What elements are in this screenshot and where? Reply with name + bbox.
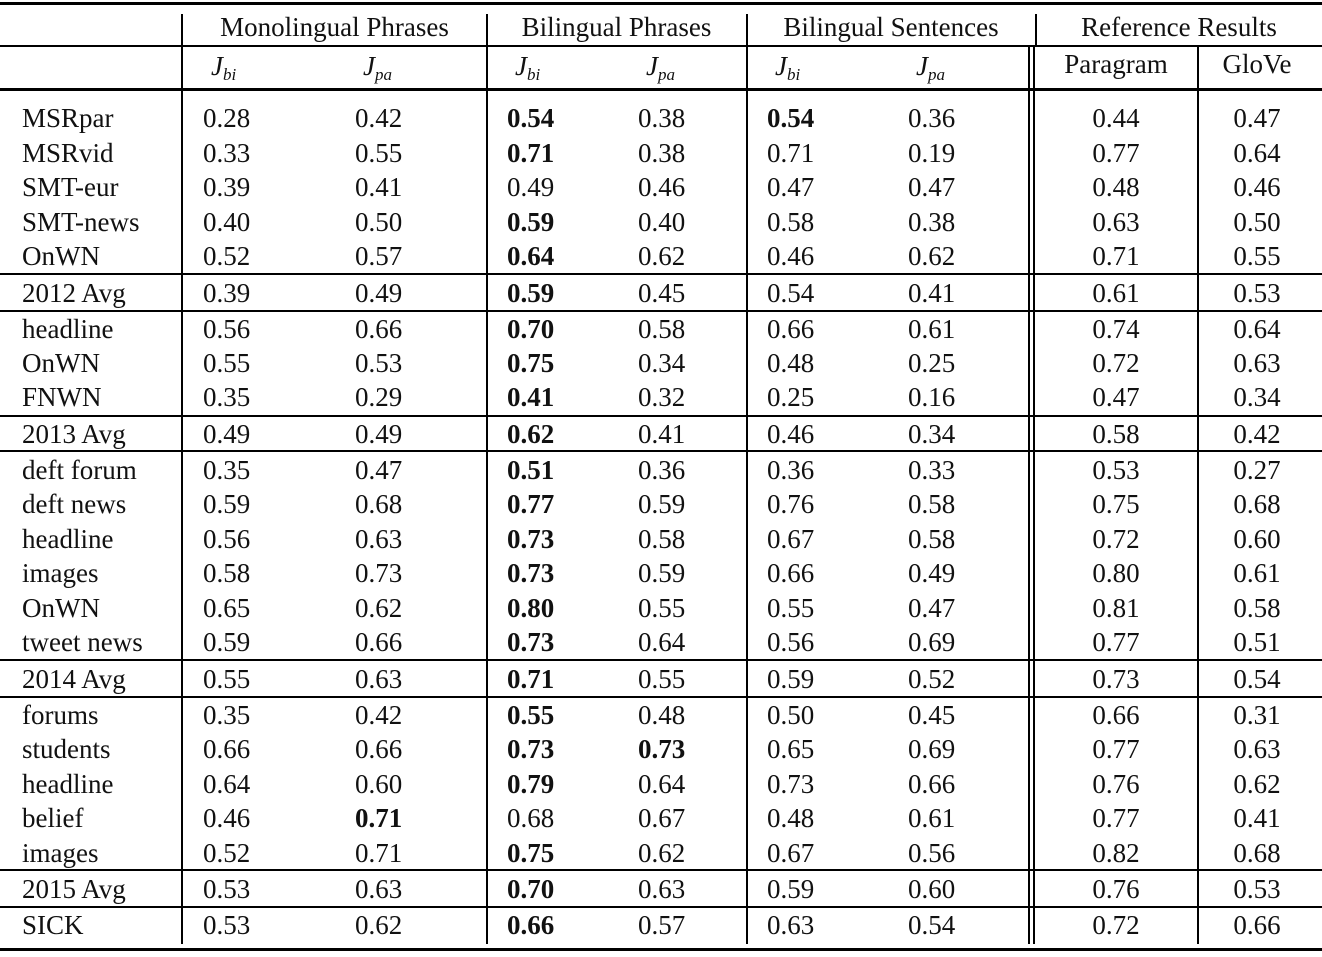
- cell-value: 0.57: [638, 910, 686, 940]
- cell-value: 0.49: [203, 419, 251, 449]
- cell-value: 0.38: [638, 138, 686, 168]
- cell-value: 0.51: [1233, 627, 1281, 657]
- cell-value: 0.64: [638, 627, 686, 657]
- cell-value: 0.63: [638, 874, 686, 904]
- cell-value: 0.77: [1092, 138, 1140, 168]
- cell-value: 0.68: [1233, 838, 1281, 868]
- cell-value: 0.53: [1233, 278, 1281, 308]
- cell-value: 0.50: [767, 700, 815, 730]
- cell-value: 0.61: [908, 314, 956, 344]
- row-label: OnWN: [22, 593, 100, 623]
- cell-value: 0.58: [203, 558, 251, 588]
- cell-value: 0.59: [767, 874, 815, 904]
- cell-value: 0.57: [355, 241, 403, 271]
- header-monolingual-phrases: Monolingual Phrases: [220, 12, 449, 42]
- cell-value: 0.40: [203, 207, 251, 237]
- row-label: 2012 Avg: [22, 278, 126, 308]
- header-rule: [0, 45, 1322, 47]
- cell-value: 0.34: [1233, 382, 1281, 412]
- subheader-subscript: pa: [657, 65, 675, 84]
- header-bilingual-sentences: Bilingual Sentences: [783, 12, 999, 42]
- cell-value: 0.58: [767, 207, 815, 237]
- cell-value: 0.38: [908, 207, 956, 237]
- cell-value: 0.52: [203, 838, 251, 868]
- cell-value: 0.66: [507, 910, 555, 940]
- cell-value: 0.66: [1233, 910, 1281, 940]
- row-label: MSRvid: [22, 138, 114, 168]
- bottom-rule: [0, 948, 1322, 951]
- cell-value: 0.45: [908, 700, 956, 730]
- cell-value: 0.25: [908, 348, 956, 378]
- cell-value: 0.55: [355, 138, 403, 168]
- cell-value: 0.41: [355, 172, 403, 202]
- cell-value: 0.33: [203, 138, 251, 168]
- row-label: students: [22, 734, 111, 764]
- cell-value: 0.46: [203, 803, 251, 833]
- row-separator: [0, 869, 1322, 871]
- cell-value: 0.34: [638, 348, 686, 378]
- cell-value: 0.72: [1092, 348, 1140, 378]
- cell-value: 0.59: [638, 558, 686, 588]
- cell-value: 0.61: [908, 803, 956, 833]
- cell-value: 0.69: [908, 734, 956, 764]
- cell-value: 0.60: [355, 769, 403, 799]
- row-separator: [0, 696, 1322, 698]
- row-label: OnWN: [22, 241, 100, 271]
- top-rule: [0, 2, 1322, 5]
- cell-value: 0.36: [908, 103, 956, 133]
- cell-value: 0.69: [908, 627, 956, 657]
- cell-value: 0.64: [638, 769, 686, 799]
- cell-value: 0.35: [203, 700, 251, 730]
- subheader-bi-4: [775, 51, 800, 90]
- cell-value: 0.66: [908, 769, 956, 799]
- cell-value: 0.73: [355, 558, 403, 588]
- cell-value: 0.38: [638, 103, 686, 133]
- cell-value: 0.63: [1233, 734, 1281, 764]
- row-separator: [0, 273, 1322, 275]
- subheader-symbol: J: [363, 51, 375, 81]
- cell-value: 0.68: [1233, 489, 1281, 519]
- cell-value: 0.70: [507, 314, 555, 344]
- cell-value: 0.19: [908, 138, 956, 168]
- cell-value: 0.63: [1092, 207, 1140, 237]
- cell-value: 0.63: [355, 664, 403, 694]
- subheader-subscript: bi: [222, 65, 237, 84]
- cell-value: 0.76: [1092, 874, 1140, 904]
- cell-value: 0.58: [1092, 419, 1140, 449]
- cell-value: 0.56: [203, 524, 251, 554]
- cell-value: 0.47: [908, 593, 956, 623]
- row-label: 2013 Avg: [22, 419, 126, 449]
- cell-value: 0.16: [908, 382, 956, 412]
- cell-value: 0.59: [638, 489, 686, 519]
- subheader-paragram: Paragram: [1064, 49, 1168, 79]
- vrule-double-b: [1033, 46, 1035, 944]
- cell-value: 0.77: [507, 489, 555, 519]
- vrule-bi-phrases: [746, 14, 748, 944]
- cell-value: 0.58: [638, 314, 686, 344]
- cell-value: 0.62: [908, 241, 956, 271]
- cell-value: 0.53: [1233, 874, 1281, 904]
- header-bilingual-phrases: Bilingual Phrases: [521, 12, 712, 42]
- cell-value: 0.70: [507, 874, 555, 904]
- cell-value: 0.54: [908, 910, 956, 940]
- cell-value: 0.65: [203, 593, 251, 623]
- cell-value: 0.62: [1233, 769, 1281, 799]
- cell-value: 0.58: [908, 524, 956, 554]
- row-label: headline: [22, 524, 114, 554]
- cell-value: 0.32: [638, 382, 686, 412]
- cell-value: 0.48: [767, 803, 815, 833]
- cell-value: 0.50: [355, 207, 403, 237]
- header-reference-results: Reference Results: [1081, 12, 1277, 42]
- cell-value: 0.64: [203, 769, 251, 799]
- cell-value: 0.58: [638, 524, 686, 554]
- cell-value: 0.41: [908, 278, 956, 308]
- cell-value: 0.73: [507, 627, 555, 657]
- cell-value: 0.63: [1233, 348, 1281, 378]
- cell-value: 0.59: [507, 278, 555, 308]
- subheader-glove: GloVe: [1222, 49, 1292, 79]
- cell-value: 0.66: [203, 734, 251, 764]
- cell-value: 0.74: [1092, 314, 1140, 344]
- row-label: headline: [22, 314, 114, 344]
- cell-value: 0.45: [638, 278, 686, 308]
- cell-value: 0.81: [1092, 593, 1140, 623]
- row-label: deft news: [22, 489, 127, 519]
- cell-value: 0.60: [1233, 524, 1281, 554]
- subheader-subscript: bi: [526, 65, 541, 84]
- row-label: images: [22, 838, 99, 868]
- cell-value: 0.62: [355, 910, 403, 940]
- cell-value: 0.41: [507, 382, 555, 412]
- row-label: SMT-eur: [22, 172, 119, 202]
- cell-value: 0.71: [507, 138, 555, 168]
- subheader-subscript: pa: [374, 65, 392, 84]
- row-label: SICK: [22, 910, 84, 940]
- cell-value: 0.73: [507, 524, 555, 554]
- cell-value: 0.31: [1233, 700, 1281, 730]
- cell-value: 0.49: [355, 419, 403, 449]
- cell-value: 0.55: [507, 700, 555, 730]
- cell-value: 0.48: [1092, 172, 1140, 202]
- row-label: SMT-news: [22, 207, 140, 237]
- subheader-pa-5: [916, 51, 945, 90]
- cell-value: 0.39: [203, 172, 251, 202]
- cell-value: 0.56: [908, 838, 956, 868]
- cell-value: 0.56: [767, 627, 815, 657]
- cell-value: 0.61: [1092, 278, 1140, 308]
- cell-value: 0.54: [507, 103, 555, 133]
- cell-value: 0.71: [507, 664, 555, 694]
- cell-value: 0.39: [203, 278, 251, 308]
- cell-value: 0.80: [1092, 558, 1140, 588]
- cell-value: 0.36: [638, 455, 686, 485]
- cell-value: 0.49: [908, 558, 956, 588]
- cell-value: 0.62: [507, 419, 555, 449]
- subheader-subscript: pa: [927, 65, 945, 84]
- cell-value: 0.72: [1092, 910, 1140, 940]
- cell-value: 0.64: [1233, 314, 1281, 344]
- cell-value: 0.76: [767, 489, 815, 519]
- cell-value: 0.73: [1092, 664, 1140, 694]
- cell-value: 0.46: [767, 241, 815, 271]
- cell-value: 0.47: [355, 455, 403, 485]
- row-label: images: [22, 558, 99, 588]
- cell-value: 0.58: [908, 489, 956, 519]
- cell-value: 0.51: [507, 455, 555, 485]
- subheader-subscript: bi: [786, 65, 801, 84]
- cell-value: 0.66: [767, 314, 815, 344]
- cell-value: 0.68: [507, 803, 555, 833]
- cell-value: 0.55: [767, 593, 815, 623]
- row-label: headline: [22, 769, 114, 799]
- cell-value: 0.29: [355, 382, 403, 412]
- row-label: deft forum: [22, 455, 137, 485]
- cell-value: 0.53: [203, 874, 251, 904]
- cell-value: 0.73: [638, 734, 686, 764]
- cell-value: 0.47: [1233, 103, 1281, 133]
- row-separator: [0, 415, 1322, 417]
- cell-value: 0.63: [767, 910, 815, 940]
- cell-value: 0.71: [355, 803, 403, 833]
- row-separator: [0, 906, 1322, 908]
- cell-value: 0.56: [203, 314, 251, 344]
- cell-value: 0.62: [638, 838, 686, 868]
- cell-value: 0.49: [507, 172, 555, 202]
- cell-value: 0.66: [1092, 700, 1140, 730]
- cell-value: 0.59: [203, 627, 251, 657]
- cell-value: 0.71: [355, 838, 403, 868]
- cell-value: 0.73: [507, 558, 555, 588]
- subheader-symbol: J: [515, 51, 527, 81]
- cell-value: 0.79: [507, 769, 555, 799]
- cell-value: 0.59: [203, 489, 251, 519]
- cell-value: 0.33: [908, 455, 956, 485]
- cell-value: 0.77: [1092, 734, 1140, 764]
- cell-value: 0.53: [1092, 455, 1140, 485]
- cell-value: 0.82: [1092, 838, 1140, 868]
- cell-value: 0.58: [1233, 593, 1281, 623]
- vrule-mono: [486, 14, 488, 944]
- cell-value: 0.44: [1092, 103, 1140, 133]
- cell-value: 0.66: [355, 734, 403, 764]
- cell-value: 0.46: [638, 172, 686, 202]
- cell-value: 0.41: [638, 419, 686, 449]
- cell-value: 0.40: [638, 207, 686, 237]
- cell-value: 0.55: [203, 348, 251, 378]
- cell-value: 0.52: [203, 241, 251, 271]
- subheader-symbol: J: [646, 51, 658, 81]
- subheader-symbol: J: [775, 51, 787, 81]
- cell-value: 0.28: [203, 103, 251, 133]
- cell-value: 0.55: [1233, 241, 1281, 271]
- subheader-symbol: J: [211, 51, 223, 81]
- row-label: FNWN: [22, 382, 102, 412]
- cell-value: 0.80: [507, 593, 555, 623]
- cell-value: 0.77: [1092, 627, 1140, 657]
- cell-value: 0.47: [1092, 382, 1140, 412]
- cell-value: 0.75: [507, 838, 555, 868]
- cell-value: 0.67: [638, 803, 686, 833]
- cell-value: 0.61: [1233, 558, 1281, 588]
- subheader-pa-3: [646, 51, 675, 90]
- cell-value: 0.63: [355, 524, 403, 554]
- cell-value: 0.34: [908, 419, 956, 449]
- row-label: MSRpar: [22, 103, 114, 133]
- cell-value: 0.62: [355, 593, 403, 623]
- cell-value: 0.42: [355, 700, 403, 730]
- cell-value: 0.48: [767, 348, 815, 378]
- cell-value: 0.77: [1092, 803, 1140, 833]
- cell-value: 0.66: [355, 314, 403, 344]
- row-label: 2014 Avg: [22, 664, 126, 694]
- cell-value: 0.36: [767, 455, 815, 485]
- row-separator: [0, 659, 1322, 661]
- cell-value: 0.53: [355, 348, 403, 378]
- subheader-bi-2: [515, 51, 540, 90]
- cell-value: 0.35: [203, 382, 251, 412]
- cell-value: 0.73: [767, 769, 815, 799]
- cell-value: 0.73: [507, 734, 555, 764]
- cell-value: 0.59: [767, 664, 815, 694]
- cell-value: 0.63: [355, 874, 403, 904]
- cell-value: 0.64: [1233, 138, 1281, 168]
- cell-value: 0.67: [767, 524, 815, 554]
- cell-value: 0.71: [1092, 241, 1140, 271]
- vrule-ref: [1197, 46, 1199, 944]
- cell-value: 0.53: [203, 910, 251, 940]
- vrule-double-a: [1028, 46, 1030, 944]
- cell-value: 0.75: [1092, 489, 1140, 519]
- row-separator: [0, 310, 1322, 312]
- cell-value: 0.27: [1233, 455, 1281, 485]
- cell-value: 0.46: [767, 419, 815, 449]
- cell-value: 0.75: [507, 348, 555, 378]
- cell-value: 0.66: [355, 627, 403, 657]
- cell-value: 0.54: [767, 278, 815, 308]
- cell-value: 0.55: [638, 664, 686, 694]
- cell-value: 0.54: [1233, 664, 1281, 694]
- row-label: forums: [22, 700, 99, 730]
- cell-value: 0.41: [1233, 803, 1281, 833]
- cell-value: 0.46: [1233, 172, 1281, 202]
- row-separator: [0, 450, 1322, 452]
- cell-value: 0.54: [767, 103, 815, 133]
- row-label: belief: [22, 803, 84, 833]
- cell-value: 0.50: [1233, 207, 1281, 237]
- cell-value: 0.68: [355, 489, 403, 519]
- cell-value: 0.42: [355, 103, 403, 133]
- cell-value: 0.64: [507, 241, 555, 271]
- vrule-label: [181, 14, 183, 944]
- cell-value: 0.55: [638, 593, 686, 623]
- subheader-bi-0: [211, 51, 236, 90]
- cell-value: 0.62: [638, 241, 686, 271]
- cell-value: 0.65: [767, 734, 815, 764]
- row-label: tweet news: [22, 627, 143, 657]
- vrule-bi-sentences-top: [1035, 14, 1037, 46]
- cell-value: 0.76: [1092, 769, 1140, 799]
- cell-value: 0.25: [767, 382, 815, 412]
- cell-value: 0.59: [507, 207, 555, 237]
- cell-value: 0.71: [767, 138, 815, 168]
- cell-value: 0.47: [767, 172, 815, 202]
- subheader-pa-1: [363, 51, 392, 90]
- cell-value: 0.42: [1233, 419, 1281, 449]
- cell-value: 0.48: [638, 700, 686, 730]
- cell-value: 0.35: [203, 455, 251, 485]
- cell-value: 0.72: [1092, 524, 1140, 554]
- subheader-symbol: J: [916, 51, 928, 81]
- cell-value: 0.66: [767, 558, 815, 588]
- cell-value: 0.49: [355, 278, 403, 308]
- row-label: OnWN: [22, 348, 100, 378]
- row-label: 2015 Avg: [22, 874, 126, 904]
- cell-value: 0.55: [203, 664, 251, 694]
- subheader-rule: [0, 88, 1322, 91]
- cell-value: 0.52: [908, 664, 956, 694]
- cell-value: 0.47: [908, 172, 956, 202]
- cell-value: 0.67: [767, 838, 815, 868]
- cell-value: 0.60: [908, 874, 956, 904]
